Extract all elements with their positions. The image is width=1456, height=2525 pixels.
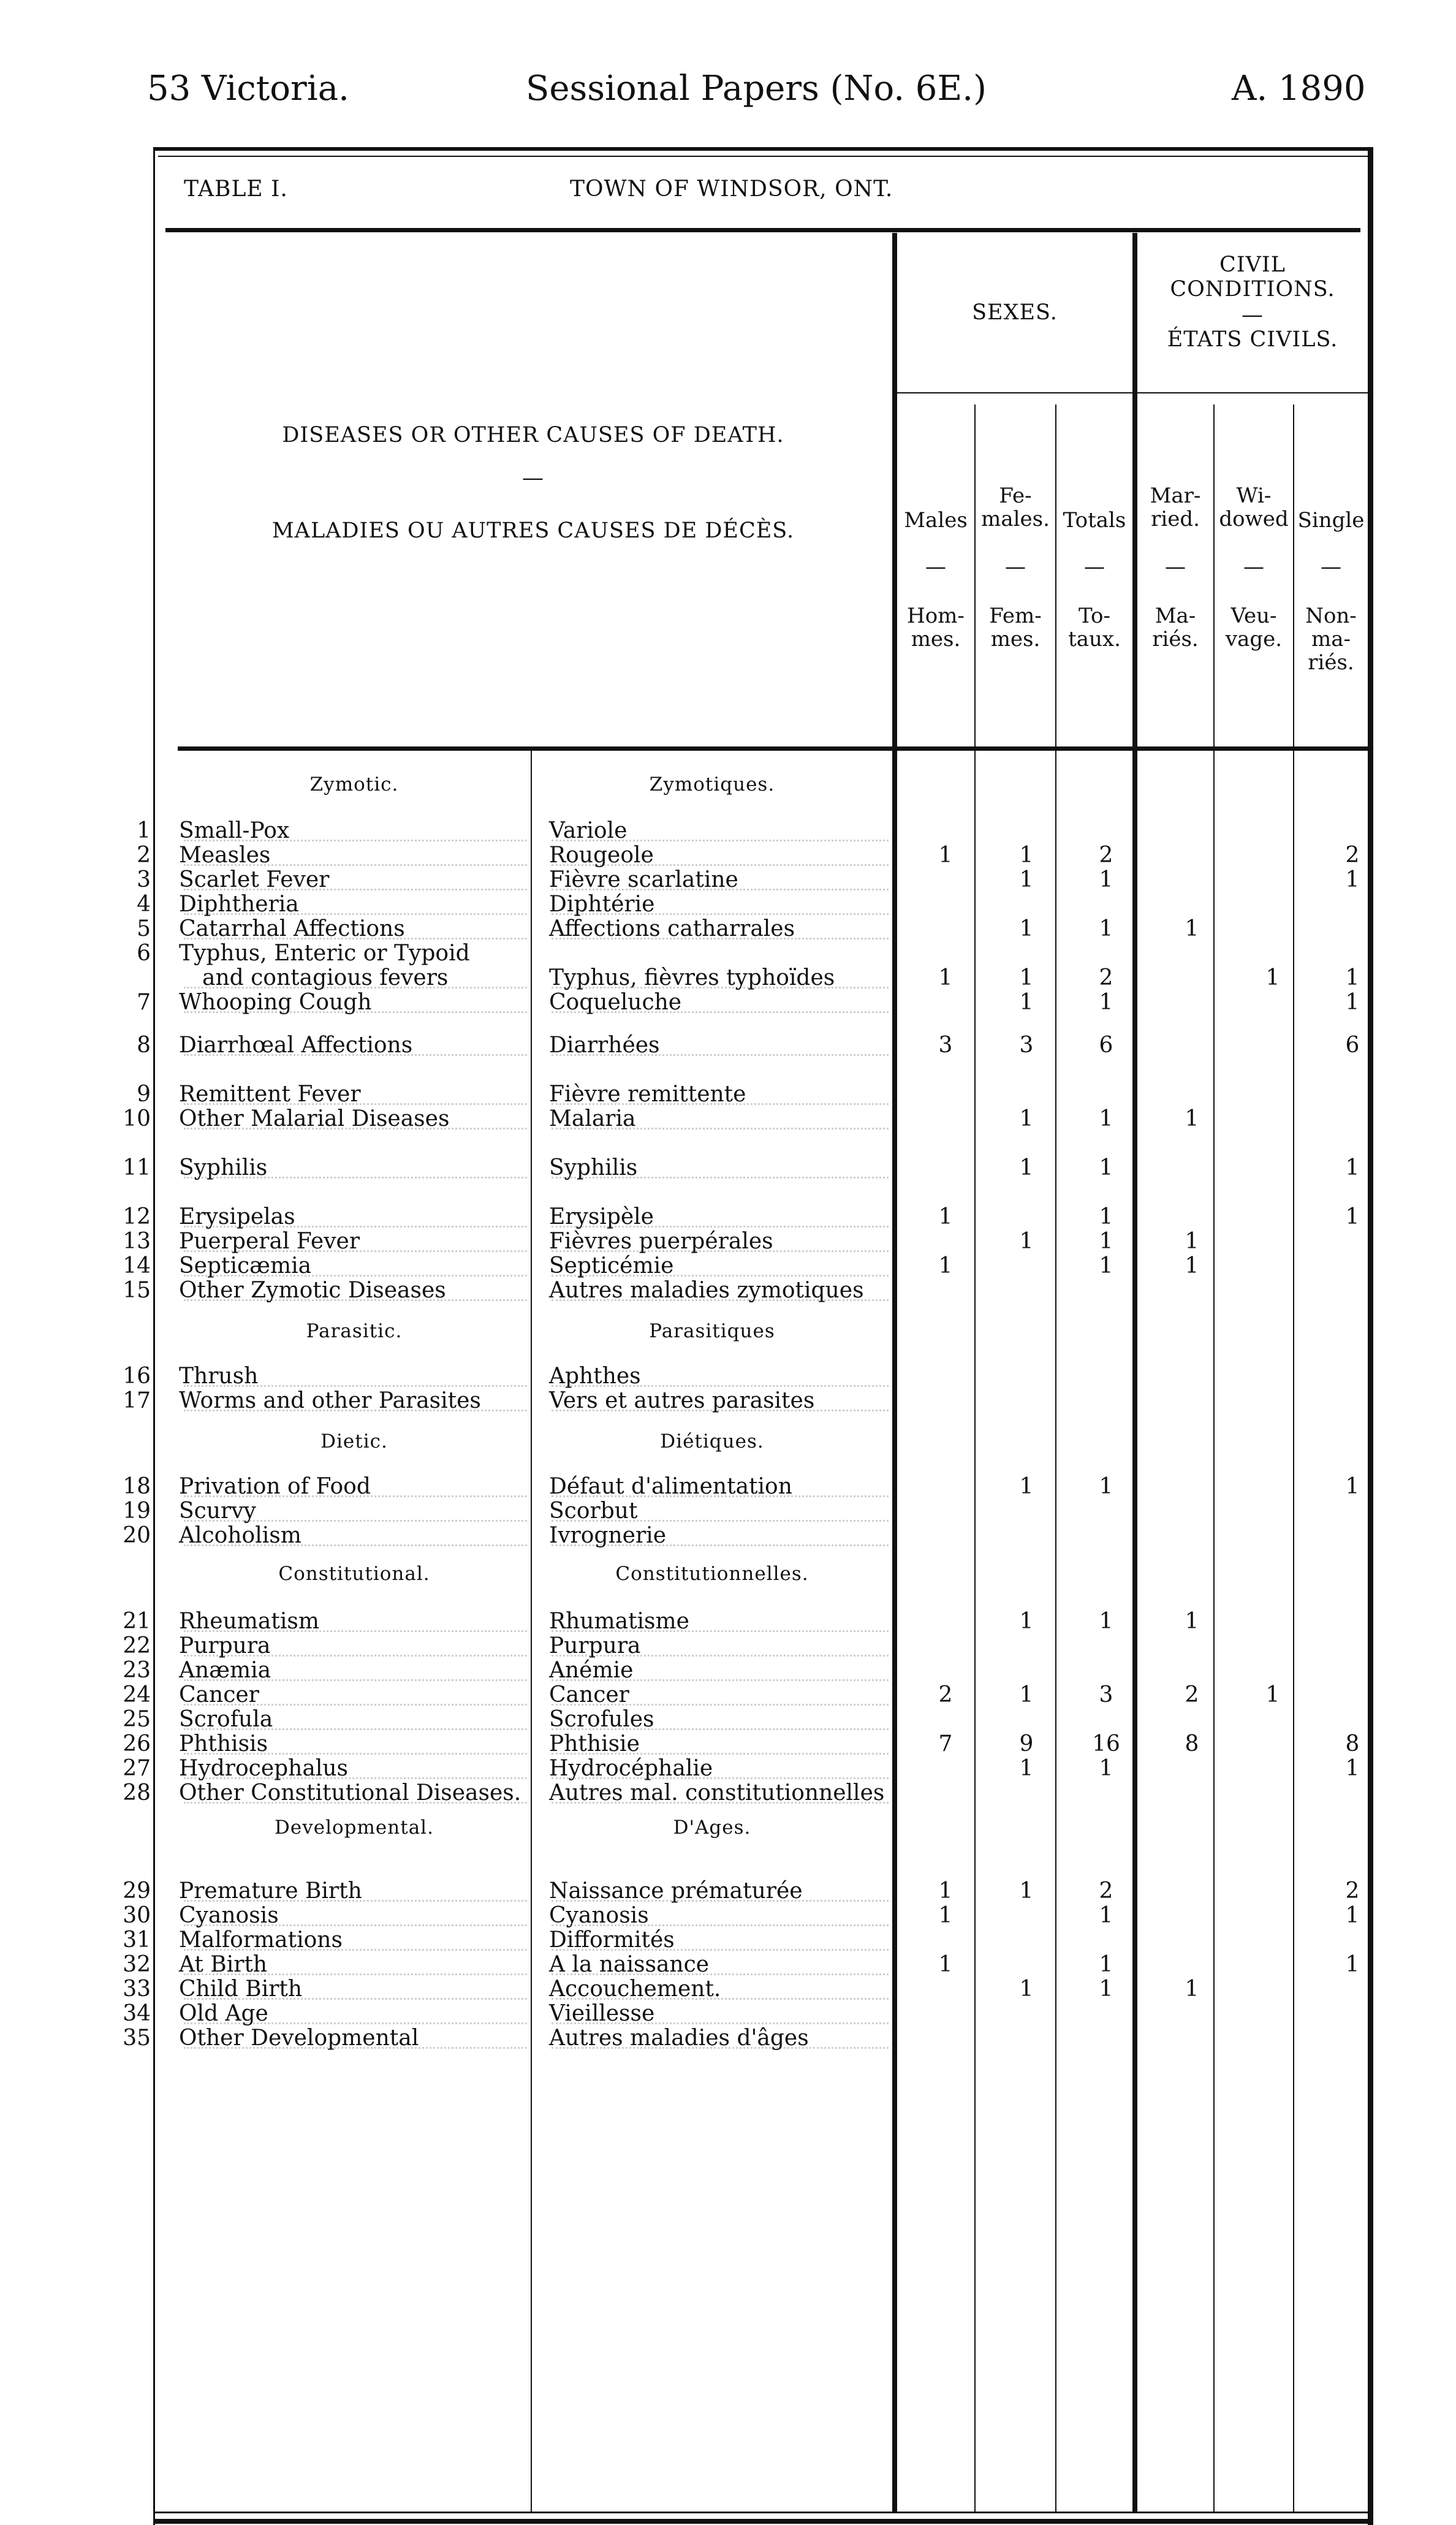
cause-en: Scarlet Fever bbox=[179, 867, 330, 892]
table-row bbox=[0, 1082, 1456, 1107]
table-row bbox=[0, 1781, 1456, 1805]
row-number: 9 bbox=[137, 1082, 151, 1107]
row-number: 12 bbox=[123, 1204, 151, 1229]
cell-totals: 1 bbox=[1099, 1952, 1113, 1977]
row-number: 13 bbox=[123, 1229, 151, 1254]
cell-single: 1 bbox=[1345, 1474, 1360, 1499]
cause-fr: Difformités bbox=[549, 1927, 675, 1953]
cause-fr: Cyanosis bbox=[549, 1903, 649, 1928]
cause-en: Alcoholism bbox=[179, 1523, 301, 1548]
cell-totals: 2 bbox=[1099, 843, 1113, 868]
row-number: 25 bbox=[123, 1707, 151, 1732]
row-number: 32 bbox=[123, 1952, 151, 1977]
cell-single: 1 bbox=[1345, 1903, 1360, 1928]
cause-en: Diphtheria bbox=[179, 892, 299, 917]
table-row bbox=[0, 1953, 1456, 1977]
cell-totals: 2 bbox=[1099, 965, 1113, 990]
row-number: 26 bbox=[123, 1731, 151, 1756]
row-number: 15 bbox=[123, 1278, 151, 1303]
section-const-en: Constitutional. bbox=[278, 1563, 430, 1585]
table-row bbox=[0, 1928, 1456, 1953]
cause-en: Other Constitutional Diseases. bbox=[179, 1780, 521, 1805]
causes-heading-dash: — bbox=[522, 466, 544, 490]
cell-males: 1 bbox=[938, 1903, 953, 1928]
cell-married: 1 bbox=[1185, 1229, 1199, 1254]
cell-males: 2 bbox=[938, 1682, 953, 1707]
cell-totals: 1 bbox=[1099, 1106, 1113, 1131]
cell-females: 3 bbox=[1019, 1033, 1034, 1058]
cell-married: 1 bbox=[1185, 1609, 1199, 1634]
table-row bbox=[0, 1033, 1456, 1058]
cell-totals: 1 bbox=[1099, 1756, 1113, 1781]
cause-en: Anæmia bbox=[179, 1658, 271, 1683]
table-row bbox=[0, 1205, 1456, 1229]
cause-fr: Aphthes bbox=[549, 1364, 641, 1389]
table-row bbox=[0, 1658, 1456, 1683]
table-row bbox=[0, 1364, 1456, 1389]
cause-en: Small-Pox bbox=[179, 818, 290, 843]
col-single-fr: Non- ma- riés. bbox=[1305, 604, 1357, 675]
page-header-right: A. 1890 bbox=[1232, 69, 1366, 108]
cell-totals: 3 bbox=[1099, 1682, 1113, 1707]
cell-totals: 1 bbox=[1099, 1155, 1113, 1180]
section-dev-fr: D'Ages. bbox=[673, 1817, 751, 1839]
cell-females: 1 bbox=[1019, 1756, 1034, 1781]
row-number: 24 bbox=[123, 1682, 151, 1707]
cell-females: 1 bbox=[1019, 1609, 1034, 1634]
cause-en: Diarrhœal Affections bbox=[179, 1033, 413, 1058]
cell-single: 1 bbox=[1345, 965, 1360, 990]
cause-en: At Birth bbox=[179, 1952, 268, 1977]
cause-fr: Accouchement. bbox=[549, 1976, 721, 2002]
row-number: 11 bbox=[123, 1155, 151, 1180]
cause-en: Premature Birth bbox=[179, 1878, 362, 1904]
cell-females: 1 bbox=[1019, 1106, 1034, 1131]
cause-fr: Autres maladies d'âges bbox=[549, 2026, 809, 2051]
table-label: TABLE I. bbox=[184, 177, 288, 202]
table-row bbox=[0, 1107, 1456, 1131]
col-widowed-en: Wi- dowed bbox=[1219, 484, 1289, 531]
section-const-fr: Constitutionnelles. bbox=[615, 1563, 809, 1585]
cell-females: 1 bbox=[1019, 1976, 1034, 2002]
table-row bbox=[0, 1156, 1456, 1180]
cause-fr: Purpura bbox=[549, 1633, 641, 1658]
cause-fr: Typhus, fièvres typhoïdes bbox=[549, 965, 835, 990]
cause-fr: A la naissance bbox=[549, 1952, 710, 1977]
civil-heading-dash: — bbox=[1242, 303, 1264, 327]
cell-totals: 1 bbox=[1099, 1229, 1113, 1254]
row-number: 30 bbox=[123, 1903, 151, 1928]
row-number: 16 bbox=[123, 1364, 151, 1389]
table-row bbox=[0, 1977, 1456, 2002]
cause-en: Thrush bbox=[179, 1364, 259, 1389]
table-row bbox=[0, 1904, 1456, 1928]
cell-single: 1 bbox=[1345, 990, 1360, 1015]
page-header-center: Sessional Papers (No. 6E.) bbox=[526, 69, 987, 108]
cause-en: Erysipelas bbox=[179, 1204, 295, 1229]
cause-fr: Autres maladies zymotiques bbox=[549, 1278, 864, 1303]
row-number: 35 bbox=[123, 2026, 151, 2051]
cause-en: Scrofula bbox=[179, 1707, 273, 1732]
cause-fr: Malaria bbox=[549, 1106, 636, 1131]
cell-totals: 16 bbox=[1092, 1731, 1120, 1756]
cause-en: Measles bbox=[179, 843, 271, 868]
cause-en: Whooping Cough bbox=[179, 990, 372, 1015]
row-number: 20 bbox=[123, 1523, 151, 1548]
table-row bbox=[0, 1634, 1456, 1658]
cause-en: Privation of Food bbox=[179, 1474, 371, 1499]
row-number: 18 bbox=[123, 1474, 151, 1499]
cause-fr: Scrofules bbox=[549, 1707, 654, 1732]
cause-en: Septicæmia bbox=[179, 1253, 312, 1278]
cell-females: 1 bbox=[1019, 1155, 1034, 1180]
cell-single: 1 bbox=[1345, 1952, 1360, 1977]
row-number: 10 bbox=[123, 1106, 151, 1131]
cell-males: 1 bbox=[938, 1204, 953, 1229]
cause-en: Hydrocephalus bbox=[179, 1756, 348, 1781]
table-row bbox=[0, 1499, 1456, 1524]
cell-females: 1 bbox=[1019, 1878, 1034, 1904]
cause-fr: Scorbut bbox=[549, 1498, 638, 1524]
row-number: 1 bbox=[137, 818, 151, 843]
row-number: 3 bbox=[137, 867, 151, 892]
table-row bbox=[0, 843, 1456, 868]
civil-heading-en: CIVIL CONDITIONS. bbox=[1170, 252, 1335, 302]
cell-females: 1 bbox=[1019, 1474, 1034, 1499]
col-females-en: Fe- males. bbox=[981, 484, 1050, 531]
table-row bbox=[0, 941, 1456, 990]
cell-females: 1 bbox=[1019, 916, 1034, 941]
cell-females: 9 bbox=[1019, 1731, 1034, 1756]
cause-fr: Variole bbox=[549, 818, 628, 843]
row-number: 31 bbox=[123, 1927, 151, 1953]
civil-heading-fr: ÉTATS CIVILS. bbox=[1167, 327, 1338, 352]
cell-widowed: 1 bbox=[1265, 1682, 1280, 1707]
cause-en: Cyanosis bbox=[179, 1903, 279, 1928]
table-row bbox=[0, 1879, 1456, 1904]
col-married-fr: Ma- riés. bbox=[1152, 604, 1199, 651]
cause-en: Worms and other Parasites bbox=[179, 1388, 481, 1413]
cause-fr: Ivrognerie bbox=[549, 1523, 667, 1548]
cause-fr: Phthisie bbox=[549, 1731, 640, 1756]
row-number: 8 bbox=[137, 1033, 151, 1058]
cell-single: 8 bbox=[1345, 1731, 1360, 1756]
col-dash: — bbox=[1005, 555, 1026, 579]
cell-single: 1 bbox=[1345, 1756, 1360, 1781]
cause-en: Scurvy bbox=[179, 1498, 256, 1524]
row-number: 22 bbox=[123, 1633, 151, 1658]
cell-single: 1 bbox=[1345, 1155, 1360, 1180]
cause-fr: Fièvre remittente bbox=[549, 1082, 746, 1107]
cause-en: Cancer bbox=[179, 1682, 259, 1707]
cause-fr: Rhumatisme bbox=[549, 1609, 689, 1634]
table-row bbox=[0, 1707, 1456, 1732]
cell-married: 1 bbox=[1185, 1106, 1199, 1131]
table-row bbox=[0, 1683, 1456, 1707]
cell-females: 1 bbox=[1019, 843, 1034, 868]
cause-fr: Diarrhées bbox=[549, 1033, 660, 1058]
causes-heading-fr: MALADIES OU AUTRES CAUSES DE DÉCÈS. bbox=[271, 518, 795, 543]
section-dietic-en: Dietic. bbox=[320, 1430, 388, 1452]
row-number: 29 bbox=[123, 1878, 151, 1904]
table-row bbox=[0, 1732, 1456, 1756]
cause-fr: Erysipèle bbox=[549, 1204, 654, 1229]
cause-en: Puerperal Fever bbox=[179, 1229, 360, 1254]
cell-males: 7 bbox=[938, 1731, 953, 1756]
cell-married: 8 bbox=[1185, 1731, 1199, 1756]
cell-totals: 1 bbox=[1099, 1903, 1113, 1928]
cause-en: Rheumatism bbox=[179, 1609, 319, 1634]
cause-fr: Cancer bbox=[549, 1682, 629, 1707]
table-row bbox=[0, 868, 1456, 892]
row-number: 4 bbox=[137, 892, 151, 917]
cause-en: Other Developmental bbox=[179, 2026, 419, 2051]
table-row bbox=[0, 2002, 1456, 2026]
cause-en: Other Zymotic Diseases bbox=[179, 1278, 446, 1303]
cell-females: 1 bbox=[1019, 1229, 1034, 1254]
table-row bbox=[0, 1756, 1456, 1781]
cause-fr: Naissance prématurée bbox=[549, 1878, 803, 1904]
table-row bbox=[0, 819, 1456, 843]
cause-fr: Septicémie bbox=[549, 1253, 674, 1278]
row-number: 21 bbox=[123, 1609, 151, 1634]
section-dev-en: Developmental. bbox=[275, 1817, 434, 1839]
cell-married: 1 bbox=[1185, 1253, 1199, 1278]
row-number: 19 bbox=[123, 1498, 151, 1524]
table-row bbox=[0, 1229, 1456, 1254]
col-totals-en: Totals bbox=[1063, 508, 1126, 533]
cell-totals: 1 bbox=[1099, 1253, 1113, 1278]
causes-heading-en: DISEASES OR OTHER CAUSES OF DEATH. bbox=[282, 423, 784, 447]
cell-males: 3 bbox=[938, 1033, 953, 1058]
table-row bbox=[0, 892, 1456, 917]
cell-married: 1 bbox=[1185, 916, 1199, 941]
section-parasitic-en: Parasitic. bbox=[306, 1320, 403, 1342]
cause-en: Phthisis bbox=[179, 1731, 268, 1756]
cause-fr: Rougeole bbox=[549, 843, 654, 868]
table-row bbox=[0, 990, 1456, 1015]
cell-widowed: 1 bbox=[1265, 965, 1280, 990]
col-males-fr: Hom- mes. bbox=[907, 604, 965, 651]
col-dash: — bbox=[1084, 555, 1105, 579]
cause-fr: Vers et autres parasites bbox=[549, 1388, 815, 1413]
row-number: 14 bbox=[123, 1253, 151, 1278]
cell-totals: 2 bbox=[1099, 1878, 1113, 1904]
col-dash: — bbox=[925, 555, 946, 579]
cell-married: 2 bbox=[1185, 1682, 1199, 1707]
col-single-en: Single bbox=[1297, 508, 1365, 533]
cell-totals: 1 bbox=[1099, 1976, 1113, 2002]
cell-males: 1 bbox=[938, 965, 953, 990]
cause-fr: Défaut d'alimentation bbox=[549, 1474, 792, 1499]
cell-totals: 1 bbox=[1099, 1204, 1113, 1229]
cell-totals: 1 bbox=[1099, 867, 1113, 892]
section-zymotic-fr: Zymotiques. bbox=[649, 773, 775, 795]
row-number: 34 bbox=[123, 2001, 151, 2026]
cause-en: Other Malarial Diseases bbox=[179, 1106, 450, 1131]
cause-fr: Affections catharrales bbox=[549, 916, 795, 941]
cause-fr: Fièvre scarlatine bbox=[549, 867, 738, 892]
cell-totals: 1 bbox=[1099, 916, 1113, 941]
table-row bbox=[0, 1524, 1456, 1548]
row-number: 17 bbox=[123, 1388, 151, 1413]
cell-single: 6 bbox=[1345, 1033, 1360, 1058]
table-row bbox=[0, 1609, 1456, 1634]
col-married-en: Mar- ried. bbox=[1150, 484, 1201, 531]
cell-single: 1 bbox=[1345, 1204, 1360, 1229]
cell-totals: 1 bbox=[1099, 990, 1113, 1015]
cell-married: 1 bbox=[1185, 1976, 1199, 2002]
cause-en: Purpura bbox=[179, 1633, 271, 1658]
cell-single: 1 bbox=[1345, 867, 1360, 892]
sexes-heading: SEXES. bbox=[972, 300, 1058, 325]
cause-en: Malformations bbox=[179, 1927, 343, 1953]
cell-single: 2 bbox=[1345, 843, 1360, 868]
cause-en-cont: and contagious fevers bbox=[202, 965, 449, 990]
col-dash: — bbox=[1165, 555, 1186, 579]
row-number: 23 bbox=[123, 1658, 151, 1683]
row-number: 7 bbox=[137, 990, 151, 1015]
cell-females: 1 bbox=[1019, 990, 1034, 1015]
cause-fr: Coqueluche bbox=[549, 990, 682, 1015]
table-title: TOWN OF WINDSOR, ONT. bbox=[570, 177, 893, 202]
row-number: 6 bbox=[137, 941, 151, 966]
cell-males: 1 bbox=[938, 1253, 953, 1278]
cell-totals: 1 bbox=[1099, 1474, 1113, 1499]
cause-en: Catarrhal Affections bbox=[179, 916, 405, 941]
row-number: 27 bbox=[123, 1756, 151, 1781]
row-number: 2 bbox=[137, 843, 151, 868]
table-row bbox=[0, 1389, 1456, 1413]
cause-fr: Fièvres puerpérales bbox=[549, 1229, 773, 1254]
page-header-left: 53 Victoria. bbox=[147, 69, 349, 108]
cell-totals: 6 bbox=[1099, 1033, 1113, 1058]
col-totals-fr: To- taux. bbox=[1068, 604, 1121, 651]
section-zymotic-en: Zymotic. bbox=[309, 773, 399, 795]
cell-males: 1 bbox=[938, 843, 953, 868]
table-row bbox=[0, 1254, 1456, 1278]
cause-en: Old Age bbox=[179, 2001, 268, 2026]
cause-fr: Hydrocéphalie bbox=[549, 1756, 713, 1781]
cause-en: Remittent Fever bbox=[179, 1082, 361, 1107]
col-dash: — bbox=[1321, 555, 1341, 579]
cause-fr: Vieillesse bbox=[549, 2001, 655, 2026]
cause-en: Child Birth bbox=[179, 1976, 303, 2002]
cell-males: 1 bbox=[938, 1952, 953, 1977]
row-number: 28 bbox=[123, 1780, 151, 1805]
section-dietic-fr: Diétiques. bbox=[660, 1430, 764, 1452]
cell-males: 1 bbox=[938, 1878, 953, 1904]
col-widowed-fr: Veu- vage. bbox=[1225, 604, 1283, 651]
table-row bbox=[0, 917, 1456, 941]
cause-fr: Autres mal. constitutionnelles bbox=[549, 1780, 885, 1805]
cause-fr: Diphtérie bbox=[549, 892, 655, 917]
cell-females: 1 bbox=[1019, 965, 1034, 990]
section-parasitic-fr: Parasitiques bbox=[649, 1320, 775, 1342]
cell-females: 1 bbox=[1019, 867, 1034, 892]
cell-females: 1 bbox=[1019, 1682, 1034, 1707]
table-row bbox=[0, 1278, 1456, 1303]
cause-en: Syphilis bbox=[179, 1155, 268, 1180]
col-dash: — bbox=[1243, 555, 1264, 579]
table-row bbox=[0, 1475, 1456, 1499]
row-number: 33 bbox=[123, 1976, 151, 2002]
cause-en: Typhus, Enteric or Typoid bbox=[179, 941, 470, 966]
col-males-en: Males bbox=[904, 508, 968, 533]
table-row bbox=[0, 2026, 1456, 2051]
cause-fr: Syphilis bbox=[549, 1155, 638, 1180]
row-number: 5 bbox=[137, 916, 151, 941]
cause-fr: Anémie bbox=[549, 1658, 634, 1683]
cell-totals: 1 bbox=[1099, 1609, 1113, 1634]
cell-single: 2 bbox=[1345, 1878, 1360, 1904]
col-females-fr: Fem- mes. bbox=[989, 604, 1042, 651]
